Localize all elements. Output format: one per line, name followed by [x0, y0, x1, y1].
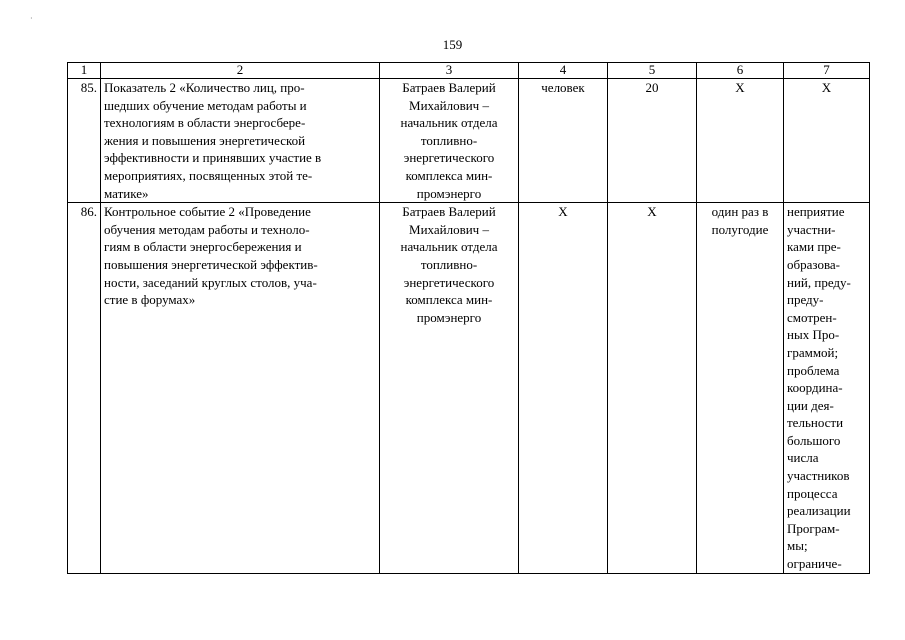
row-period: один раз в полугодие — [697, 203, 784, 573]
header-col-5: 5 — [608, 63, 697, 79]
row-value: 20 — [608, 79, 697, 203]
header-row — [68, 63, 870, 79]
header-col-2: 2 — [101, 63, 380, 79]
page-number: 159 — [442, 37, 463, 52]
scan-mark: · — [30, 14, 33, 23]
row-description: Контрольное событие 2 «Проведение обучения методам работы и техноло- гиям в области энергосбережения и повышения энергетической эффектив- ности, заседаний круглых столов, уча- стие в форумах» — [101, 203, 380, 573]
header-col-6: 6 — [697, 63, 784, 79]
data-table — [67, 62, 870, 574]
row-period: Х — [697, 79, 784, 203]
table-row — [68, 79, 870, 203]
row-description: Показатель 2 «Количество лиц, про- шедших обучение методам работы и технологиям в области энергосбере- жения и повышения энергетической эффективности и принявших участие в мероприятиях, посвященных этой те- матике» — [101, 79, 380, 203]
row-unit: человек — [519, 79, 608, 203]
row-responsible: Батраев Валерий Михайлович – начальник отдела топливно- энергетического комплекса мин- промэнерго — [380, 203, 519, 573]
row-number: 86. — [68, 203, 101, 573]
row-risks: неприятие участни- ками пре- образова- ний, преду- преду- смотрен- ных Про- граммой; проблема координа- ции дея- тельности большого числа участников процесса реализации Програм- мы; ограниче- — [784, 203, 870, 573]
row-value: Х — [608, 203, 697, 573]
header-col-7: 7 — [784, 63, 870, 79]
header-col-4: 4 — [519, 63, 608, 79]
header-col-3: 3 — [380, 63, 519, 79]
row-responsible: Батраев Валерий Михайлович – начальник отдела топливно- энергетического комплекса мин- промэнерго — [380, 79, 519, 203]
header-col-1: 1 — [68, 63, 101, 79]
row-unit: Х — [519, 203, 608, 573]
row-number: 85. — [68, 79, 101, 203]
row-risks: Х — [784, 79, 870, 203]
table-row — [68, 203, 870, 573]
